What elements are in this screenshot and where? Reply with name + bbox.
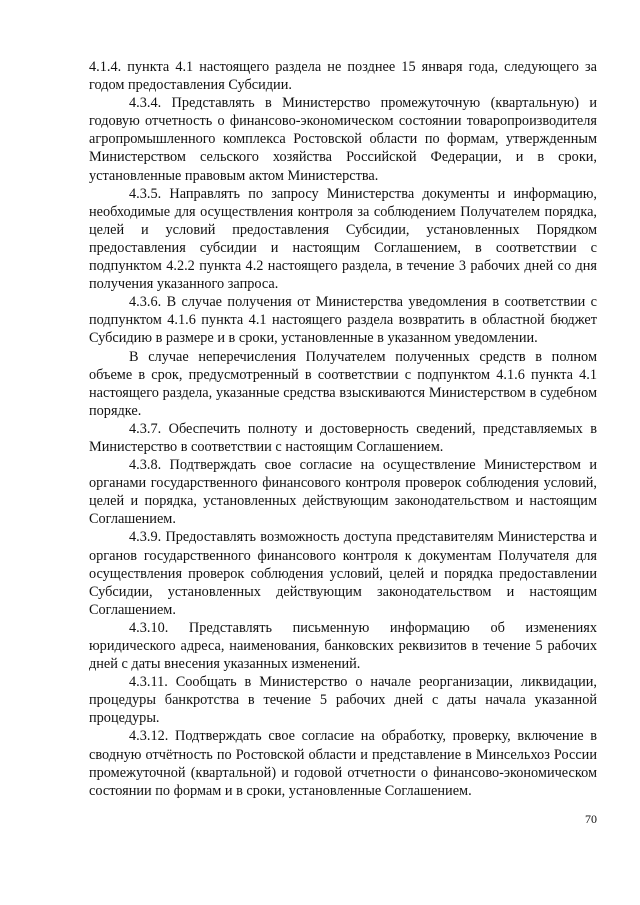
paragraph-4-3-11: 4.3.11. Сообщать в Министерство о начале реорганизации, ликвидации, процедуры банкротства в течение 5 рабочих дней с даты начала указанной процедуры. [89, 674, 597, 727]
page-number: 70 [585, 812, 597, 826]
paragraph-4-3-7: 4.3.7. Обеспечить полноту и достоверность сведений, представляемых в Министерство в соответствии с настоящим Соглашением. [89, 420, 597, 455]
paragraph-4-3-12: 4.3.12. Подтверждать свое согласие на обработку, проверку, включение в сводную отчётность по Ростовской области и представление в Минсельхоз России промежуточной (квартальной) и годовой отчетности о финансово-экономическом состоянии по формам и в сроки, установленные Соглашением. [89, 728, 597, 799]
paragraph-4-3-6: 4.3.6. В случае получения от Министерства уведомления в соответствии с подпунктом 4.1.6 пункта 4.1 настоящего раздела возвратить в областной бюджет Субсидию в размере и в сроки, установленные в указанном уведомлении. [89, 294, 597, 347]
paragraph-4-3-5: 4.3.5. Направлять по запросу Министерства документы и информацию, необходимые для осуществления контроля за соблюдением Получателем порядка, целей и условий предоставления Субсидии, установленных Порядком предоставления субсидии и настоящим Соглашением, в соответствии с подпунктом 4.2.2 пункта 4.2 настоящего раздела, в течение 3 рабочих дней со дня получения указанного запроса. [89, 185, 597, 293]
paragraph-4-3-10: 4.3.10. Представлять письменную информацию об изменениях юридического адреса, наименования, банковских реквизитов в течение 5 рабочих дней с даты внесения указанных изменений. [89, 619, 597, 673]
paragraph-4-3-8: 4.3.8. Подтверждать свое согласие на осуществление Министерством и органами государственного финансового контроля проверок соблюдения условий, целей и порядка, установленных действующим законодательством и настоящим Соглашением. [89, 457, 597, 528]
document-body [89, 58, 597, 800]
paragraph-4-1-4-continuation: 4.1.4. пункта 4.1 настоящего раздела не позднее 15 января года, следующего за годом предоставления Субсидии. [89, 59, 597, 94]
paragraph-4-3-4: 4.3.4. Представлять в Министерство промежуточную (квартальную) и годовую отчетность о финансово-экономическом состоянии товаропроизводителя агропромышленного комплекса Ростовской области по формам, утвержденным Министерством сельского хозяйства Российской Федерации, и в сроки, установленные правовым актом Министерства. [89, 95, 597, 184]
paragraph-4-3-9: 4.3.9. Предоставлять возможность доступа представителям Министерства и органов государственного финансового контроля к документам Получателя для осуществления проверок соблюдения условий, целей и порядка предоставлении Субсидии, установленных действующим законодательством и настоящим Соглашением. [89, 529, 597, 618]
paragraph-4-3-6-nonpayment: В случае неперечисления Получателем полученных средств в полном объеме в срок, предусмотренный в соответствии с подпунктом 4.1.6 пункта 4.1 настоящего раздела, указанные средства взыскиваются Министерством в судебном порядке. [89, 348, 597, 419]
